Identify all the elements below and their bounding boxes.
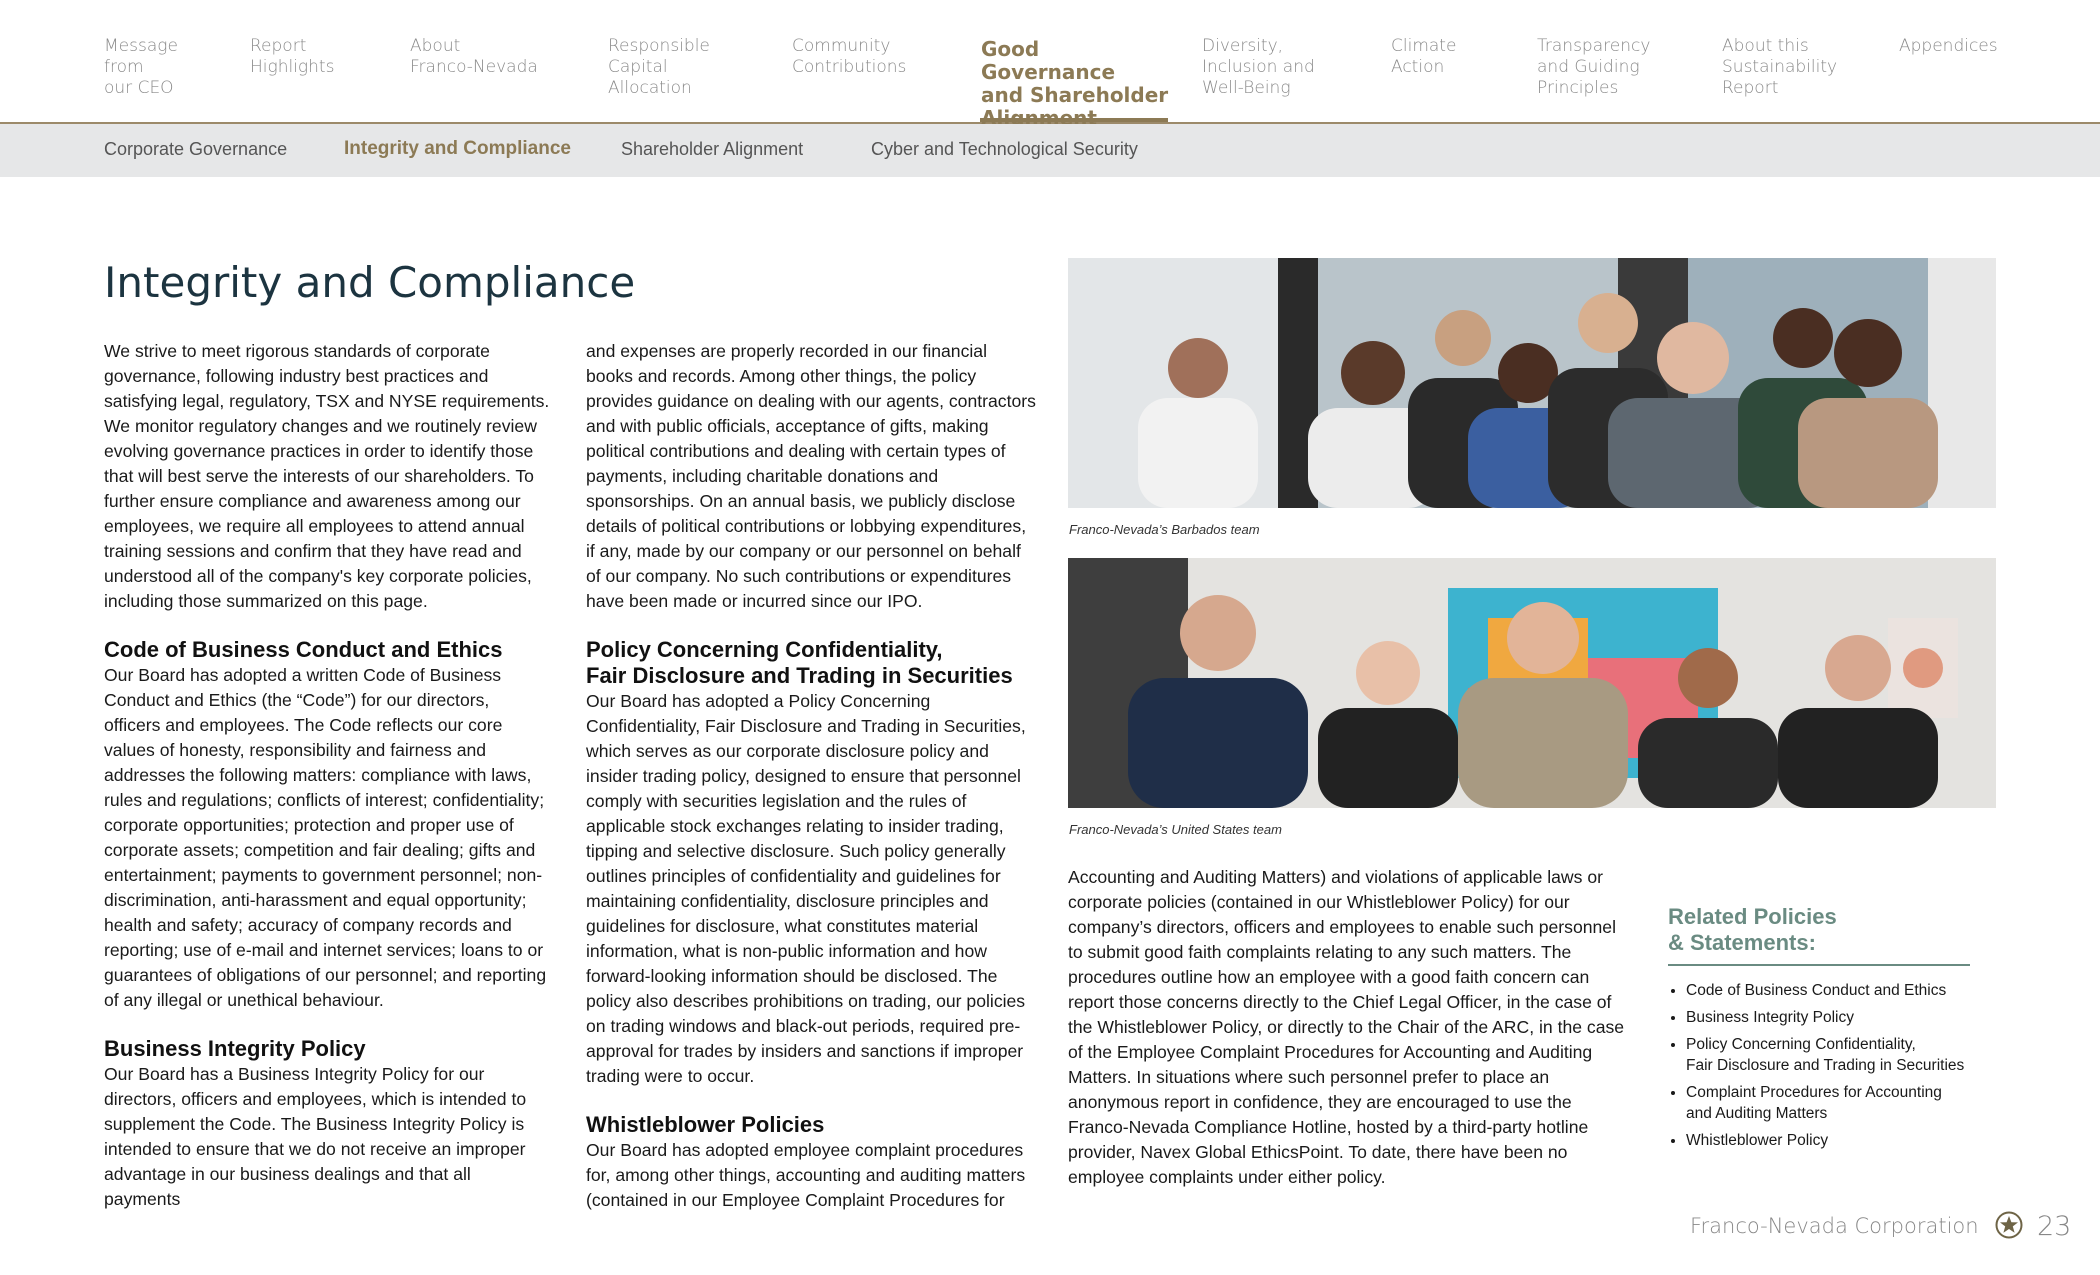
column-2 xyxy=(586,339,1038,1213)
footer-brand-name: Franco-Nevada Corporation xyxy=(1690,1214,1979,1238)
star-emblem-icon xyxy=(1995,1211,2023,1239)
code-of-conduct-heading: Code of Business Conduct and Ethics xyxy=(104,637,503,662)
subnav-corporate-governance[interactable]: Corporate Governance xyxy=(104,139,288,159)
nav-item-transparency[interactable]: Transparency and Guiding Principles xyxy=(1537,36,1651,98)
united-states-team-illustration xyxy=(1068,558,1996,808)
related-policy-business-integrity[interactable]: • Business Integrity Policy xyxy=(1686,1007,1970,1028)
whistleblower-continued-paragraph: Accounting and Auditing Matters) and violations of applicable laws or corporate policies (contained in our Whistleblower Policy) for our company’s directors, officers and employees to enable such personnel to submit good faith complaints relating to any such matters. The procedures outline how an employee with a good faith concern can report those concerns directly to the Chief Legal Officer, in the case of the Whistleblower Policy, or directly to the Chair of the ARC, in the case of the Employee Complaint Procedures for Accounting and Auditing Matters. In situations where such personnel prefer to place an anonymous report in confidence, they are encouraged to use the Franco-Nevada Compliance Hotline, hosted by a third-party hotline provider, Navex Global EthicsPoint. To date, there have been no employee complaints under either policy. xyxy=(1068,867,1625,1187)
sub-navigation xyxy=(0,124,2100,177)
subnav-integrity-compliance[interactable]: Integrity and Compliance xyxy=(344,138,571,159)
related-policy-confidentiality[interactable]: • Policy Concerning Confidentiality, Fair Disclosure and Trading in Securities xyxy=(1686,1034,1970,1076)
nav-item-climate-action[interactable]: Climate Action xyxy=(1391,36,1457,77)
integrity-continued-paragraph: and expenses are properly recorded in our financial books and records. Among other things, the policy provides guidance on dealing with our agents, contractors and with public officials, acceptance of gifts, making political contributions and dealing with certain types of payments, including charitable donations and sponsorships. On an annual basis, we publicly disclose details of political contributions or lobbying expenditures, if any, made by our company or our personnel on behalf of our company. No such contributions or expenditures have been made or incurred since our IPO. xyxy=(586,341,1036,611)
nav-item-about-franco-nevada[interactable]: About Franco-Nevada xyxy=(410,36,538,77)
nav-item-appendices[interactable]: Appendices xyxy=(1899,36,1998,56)
top-navigation xyxy=(0,0,2100,124)
subnav-shareholder-alignment[interactable]: Shareholder Alignment xyxy=(621,139,804,159)
related-policy-complaint-procedures[interactable]: • Complaint Procedures for Accounting and Auditing Matters xyxy=(1686,1082,1970,1124)
nav-item-message-from-ceo[interactable]: Message from our CEO xyxy=(104,36,178,98)
related-policies-heading: Related Policies & Statements: xyxy=(1668,904,1970,966)
page-title: Integrity and Compliance xyxy=(104,258,636,307)
whistleblower-body: Our Board has adopted employee complaint procedures for, among other things, accounting and auditing matters (contained in our Employee Complaint Procedures for xyxy=(586,1140,1026,1210)
intro-paragraph: We strive to meet rigorous standards of corporate governance, following industry best practices and satisfying legal, regulatory, TSX and NYSE requirements. We monitor regulatory changes and we routinely review evolving governance practices in order to identify those that will best serve the interests of our shareholders. To further ensure compliance and awareness among our employees, we require all employees to attend annual training sessions and confirm that they have read and understood all of the company's key corporate policies, including those summarized on this page. xyxy=(104,341,550,611)
subnav-cyber-security[interactable]: Cyber and Technological Security xyxy=(871,139,1138,159)
nav-item-responsible-capital[interactable]: Responsible Capital Allocation xyxy=(608,36,710,98)
nav-item-report-highlights[interactable]: Report Highlights xyxy=(250,36,335,77)
united-states-team-photo xyxy=(1068,558,1996,808)
column-1 xyxy=(104,339,550,1212)
barbados-team-illustration xyxy=(1068,258,1996,508)
business-integrity-heading: Business Integrity Policy xyxy=(104,1036,366,1061)
whistleblower-heading: Whistleblower Policies xyxy=(586,1112,825,1137)
business-integrity-body: Our Board has a Business Integrity Policy for our directors, officers and employees, which is intended to supplement the Code. The Business Integrity Policy is intended to ensure that we do not receive an improper advantage in our business dealings and that all payments xyxy=(104,1064,527,1209)
related-policies-box xyxy=(1668,904,1970,1157)
related-policy-code-of-conduct[interactable]: • Code of Business Conduct and Ethics xyxy=(1686,980,1970,1001)
confidentiality-policy-body: Our Board has adopted a Policy Concerning Confidentiality, Fair Disclosure and Trading in Securities, which serves as our corporate disclosure policy and insider trading policy, designed to ensure that personnel comply with securities legislation and the rules of applicable stock exchanges relating to insider trading, tipping and selective disclosure. Such policy generally outlines principles of confidentiality and guidelines for maintaining confidentiality, disclosure principles and guidelines for disclosure, what constitutes material information, what is non-public information and how forward-looking information should be disclosed. The policy also describes prohibitions on trading, our policies on trading windows and black-out periods, required pre-approval for trades by insiders and sanctions if improper trading were to occur. xyxy=(586,691,1026,1086)
related-policy-whistleblower[interactable]: • Whistleblower Policy xyxy=(1686,1130,1970,1151)
page-number: 23 xyxy=(2037,1211,2072,1242)
nav-item-community-contributions[interactable]: Community Contributions xyxy=(792,36,907,77)
confidentiality-policy-heading: Policy Concerning Confidentiality, Fair Disclosure and Trading in Securities xyxy=(586,637,1013,688)
column-3 xyxy=(1068,865,1628,1190)
active-tab-indicator xyxy=(980,118,1168,122)
barbados-team-photo xyxy=(1068,258,1996,508)
code-of-conduct-body: Our Board has adopted a written Code of Business Conduct and Ethics (the “Code”) for our directors, officers and employees. The Code reflects our core values of honesty, responsibility and fairness and addresses the following matters: compliance with laws, rules and regulations; conflicts of interest; confidentiality; corporate opportunities; protection and proper use of corporate assets; competition and fair dealing; gifts and entertainment; payments to government personnel; non-discrimination, anti-harassment and equal opportunity; health and safety; accuracy of company records and reporting; use of e-mail and internet services; loans to or guarantees of obligations of our personnel; and reporting of any illegal or unethical behaviour. xyxy=(104,665,547,1010)
related-policies-list xyxy=(1668,980,1970,1151)
barbados-photo-caption: Franco-Nevada’s Barbados team xyxy=(1069,522,1260,537)
nav-item-diversity[interactable]: Diversity, Inclusion and Well-Being xyxy=(1202,36,1315,98)
nav-item-good-governance[interactable]: Good Governance and Shareholder xyxy=(981,37,1169,107)
nav-item-about-report[interactable]: About this Sustainability Report xyxy=(1722,36,1838,98)
united-states-photo-caption: Franco-Nevada’s United States team xyxy=(1069,822,1282,837)
